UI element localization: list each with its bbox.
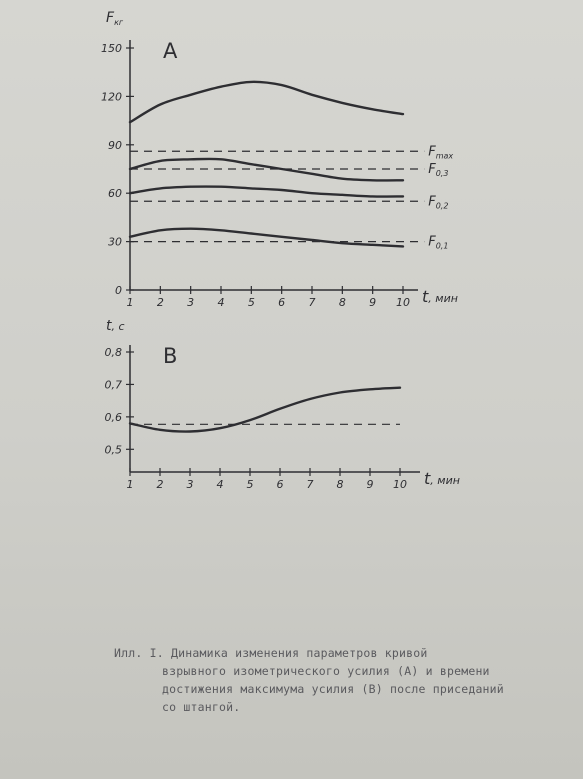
y-tick-label: 0,7	[104, 378, 122, 392]
x-tick-label: 2	[156, 296, 164, 309]
x-tick-label: 5	[247, 296, 255, 309]
x-axis-title: t, мин	[424, 469, 460, 488]
caption-line: Илл. I. Динамика изменения параметров кривой	[114, 646, 428, 660]
panel-label: A	[163, 39, 178, 63]
series-label: $F_{0,3}$	[428, 162, 449, 178]
y-tick-label: 60	[108, 187, 122, 201]
x-tick-label: 3	[187, 296, 195, 309]
x-tick-label: 4	[217, 296, 225, 309]
x-tick-label: 4	[216, 478, 224, 491]
data-curve	[130, 388, 400, 432]
y-axis-title: $F_{кг}$	[106, 10, 124, 27]
y-tick-label: 150	[101, 42, 122, 55]
x-tick-label: 1	[126, 478, 134, 491]
caption-line: со штангой.	[162, 700, 241, 714]
x-tick-label: 1	[126, 296, 134, 309]
x-tick-label: 8	[338, 296, 346, 309]
x-tick-label: 2	[156, 478, 164, 491]
series-label: $F_{0,2}$	[428, 194, 449, 211]
series-label: $F_{0,1}$	[428, 234, 449, 251]
x-tick-label: 5	[246, 478, 254, 491]
y-axis-title: t, с	[106, 318, 125, 334]
y-tick-label: 0	[115, 284, 122, 297]
x-tick-label: 9	[366, 478, 374, 491]
y-tick-label: 0,8	[104, 346, 122, 359]
x-tick-label: 10	[393, 478, 407, 491]
data-curve	[130, 159, 403, 181]
x-tick-label: 7	[306, 478, 314, 491]
x-tick-label: 10	[396, 296, 410, 309]
caption-line: взрывного изометрического усилия (А) и времени	[162, 664, 490, 678]
x-tick-label: 6	[278, 296, 286, 309]
data-curve	[130, 187, 403, 197]
caption-line: достижения максимума усилия (В) после приседаний	[162, 682, 504, 696]
x-axis-title: t, мин	[422, 287, 458, 306]
panel-label: B	[163, 344, 178, 368]
y-tick-label: 120	[101, 90, 122, 104]
x-tick-label: 8	[336, 478, 344, 491]
y-tick-label: 30	[108, 235, 122, 249]
y-tick-label: 0,6	[104, 410, 122, 424]
x-tick-label: 6	[276, 478, 284, 491]
x-tick-label: 3	[186, 478, 194, 491]
x-tick-label: 7	[308, 296, 316, 309]
data-curve	[130, 82, 403, 122]
y-tick-label: 90	[108, 138, 122, 152]
data-curve	[130, 229, 403, 247]
x-tick-label: 9	[369, 296, 377, 309]
y-tick-label: 0,5	[104, 443, 122, 457]
series-label: $F_{max}$	[428, 144, 454, 161]
figure-caption	[114, 644, 574, 716]
